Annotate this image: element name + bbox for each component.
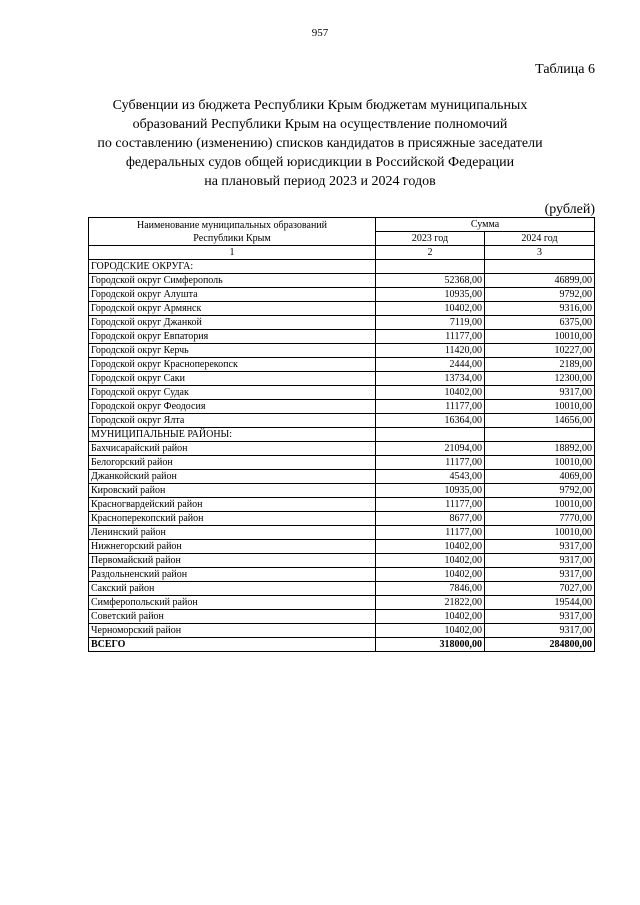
row-value-cell-2024: 10010,00 bbox=[485, 526, 595, 540]
row-value-cell-2023: 21822,00 bbox=[376, 596, 485, 610]
section-title: МУНИЦИПАЛЬНЫЕ РАЙОНЫ: bbox=[89, 428, 376, 442]
row-name-cell: ВСЕГО bbox=[89, 638, 376, 652]
row-value-cell-2023: 2444,00 bbox=[376, 358, 485, 372]
row-name-cell: Городской округ Армянск bbox=[89, 302, 376, 316]
table-row bbox=[89, 554, 595, 568]
table-row bbox=[89, 582, 595, 596]
row-name-cell: Городской округ Симферополь bbox=[89, 274, 376, 288]
table-row bbox=[89, 498, 595, 512]
row-value-cell-2023: 7119,00 bbox=[376, 316, 485, 330]
table-row bbox=[89, 442, 595, 456]
row-value-cell-2023: 10402,00 bbox=[376, 610, 485, 624]
row-value-cell-2023: 10402,00 bbox=[376, 386, 485, 400]
row-value-cell-2024: 9317,00 bbox=[485, 568, 595, 582]
table-label: Таблица 6 bbox=[535, 62, 595, 77]
row-value-cell-2024: 10010,00 bbox=[485, 400, 595, 414]
title-line: федеральных судов общей юрисдикции в Российской Федерации bbox=[125, 155, 515, 170]
row-value-cell-2024: 7027,00 bbox=[485, 582, 595, 596]
row-value-cell-2024: 2189,00 bbox=[485, 358, 595, 372]
table-row bbox=[89, 512, 595, 526]
table-row bbox=[89, 288, 595, 302]
row-name-cell: Красноперекопский район bbox=[89, 512, 376, 526]
table-row bbox=[89, 386, 595, 400]
row-name-cell: Бахчисарайский район bbox=[89, 442, 376, 456]
row-name-cell: Городской округ Судак bbox=[89, 386, 376, 400]
row-value-cell-2023: 10402,00 bbox=[376, 540, 485, 554]
header-name-line2: Республики Крым bbox=[193, 232, 271, 244]
row-name-cell: Кировский район bbox=[89, 484, 376, 498]
row-value-cell-2023: 16364,00 bbox=[376, 414, 485, 428]
header-column-number: 2 bbox=[376, 246, 485, 260]
row-value-cell-2023: 11177,00 bbox=[376, 330, 485, 344]
subsidy-table bbox=[88, 217, 595, 652]
table-row bbox=[89, 568, 595, 582]
table-body bbox=[89, 260, 595, 652]
row-value-cell-2024: 9317,00 bbox=[485, 610, 595, 624]
row-name-cell: Городской округ Евпатория bbox=[89, 330, 376, 344]
row-value-cell-2024: 19544,00 bbox=[485, 596, 595, 610]
table-row bbox=[89, 414, 595, 428]
row-value-cell-2024: 9792,00 bbox=[485, 484, 595, 498]
row-name-cell: Городской округ Алушта bbox=[89, 288, 376, 302]
table-row bbox=[89, 484, 595, 498]
row-name-cell: Джанкойский район bbox=[89, 470, 376, 484]
header-column-number: 3 bbox=[485, 246, 595, 260]
page-number: 957 bbox=[311, 27, 329, 39]
row-value-cell-2024: 4069,00 bbox=[485, 470, 595, 484]
table-row bbox=[89, 610, 595, 624]
row-value-cell-2023: 4543,00 bbox=[376, 470, 485, 484]
row-value-cell-2024: 46899,00 bbox=[485, 274, 595, 288]
table-row bbox=[89, 596, 595, 610]
row-name-cell: Нижнегорский район bbox=[89, 540, 376, 554]
table-row bbox=[89, 344, 595, 358]
row-value-cell-2023: 318000,00 bbox=[376, 638, 485, 652]
header-sum-column: Сумма bbox=[376, 218, 595, 232]
header-year-2024: 2024 год bbox=[485, 232, 595, 246]
row-value-cell-2023: 11177,00 bbox=[376, 456, 485, 470]
row-value-cell-2023: 11177,00 bbox=[376, 498, 485, 512]
row-name-cell: Сакский район bbox=[89, 582, 376, 596]
table-row bbox=[89, 470, 595, 484]
row-name-cell: Городской округ Ялта bbox=[89, 414, 376, 428]
row-value-cell-2024: 10010,00 bbox=[485, 330, 595, 344]
row-value-cell-2024: 10010,00 bbox=[485, 456, 595, 470]
table-row bbox=[89, 330, 595, 344]
row-value-cell-2024: 10010,00 bbox=[485, 498, 595, 512]
row-value-cell-2023: 8677,00 bbox=[376, 512, 485, 526]
document-title bbox=[70, 96, 570, 191]
row-value-cell-2024: 284800,00 bbox=[485, 638, 595, 652]
row-value-cell-2023: 10402,00 bbox=[376, 554, 485, 568]
row-value-cell-2023: 52368,00 bbox=[376, 274, 485, 288]
title-line: Субвенции из бюджета Республики Крым бюджетам муниципальных bbox=[112, 98, 528, 113]
row-value-cell-2023: 11177,00 bbox=[376, 400, 485, 414]
row-name-cell: Раздольненский район bbox=[89, 568, 376, 582]
row-value-cell-2023: 10402,00 bbox=[376, 624, 485, 638]
row-value-cell-2024: 9792,00 bbox=[485, 288, 595, 302]
table-row bbox=[89, 540, 595, 554]
row-value-cell-2023: 10935,00 bbox=[376, 484, 485, 498]
section-header-row bbox=[89, 260, 595, 274]
row-name-cell: Городской округ Саки bbox=[89, 372, 376, 386]
row-value-cell-2023: 11420,00 bbox=[376, 344, 485, 358]
header-column-number: 1 bbox=[89, 246, 376, 260]
row-value-cell-2024: 18892,00 bbox=[485, 442, 595, 456]
row-value-cell-2024: 10227,00 bbox=[485, 344, 595, 358]
row-value-cell-2023: 13734,00 bbox=[376, 372, 485, 386]
table-row bbox=[89, 274, 595, 288]
header-name-column bbox=[89, 218, 376, 246]
row-name-cell: Белогорский район bbox=[89, 456, 376, 470]
row-value-cell-2023: 7846,00 bbox=[376, 582, 485, 596]
row-name-cell: Ленинский район bbox=[89, 526, 376, 540]
table-row bbox=[89, 456, 595, 470]
header-year-2023: 2023 год bbox=[376, 232, 485, 246]
row-name-cell: Городской округ Керчь bbox=[89, 344, 376, 358]
row-value-cell-2023: 10402,00 bbox=[376, 302, 485, 316]
table-row bbox=[89, 302, 595, 316]
section-title: ГОРОДСКИЕ ОКРУГА: bbox=[89, 260, 376, 274]
row-value-cell-2023: 10402,00 bbox=[376, 568, 485, 582]
title-line: на плановый период 2023 и 2024 годов bbox=[204, 174, 436, 189]
table-row bbox=[89, 400, 595, 414]
table-row bbox=[89, 358, 595, 372]
row-value-cell-2024: 7770,00 bbox=[485, 512, 595, 526]
row-value-cell-2023: 21094,00 bbox=[376, 442, 485, 456]
row-value-cell-2024: 9316,00 bbox=[485, 302, 595, 316]
row-value-cell-2023: 10935,00 bbox=[376, 288, 485, 302]
table-row bbox=[89, 624, 595, 638]
table-row bbox=[89, 372, 595, 386]
row-name-cell: Первомайский район bbox=[89, 554, 376, 568]
title-line: по составлению (изменению) списков кандидатов в присяжные заседатели bbox=[97, 136, 543, 151]
row-name-cell: Симферопольский район bbox=[89, 596, 376, 610]
table-row bbox=[89, 316, 595, 330]
units-label: (рублей) bbox=[544, 202, 595, 217]
title-line: образований Республики Крым на осуществление полномочий bbox=[132, 117, 508, 132]
section-header-row bbox=[89, 428, 595, 442]
row-name-cell: Городской округ Джанкой bbox=[89, 316, 376, 330]
table-header bbox=[89, 218, 595, 260]
row-value-cell-2024: 12300,00 bbox=[485, 372, 595, 386]
row-name-cell: Городской округ Красноперекопск bbox=[89, 358, 376, 372]
row-value-cell-2024: 6375,00 bbox=[485, 316, 595, 330]
row-value-cell-2024: 9317,00 bbox=[485, 554, 595, 568]
table-row bbox=[89, 526, 595, 540]
row-value-cell-2024: 14656,00 bbox=[485, 414, 595, 428]
row-value-cell-2024: 9317,00 bbox=[485, 624, 595, 638]
row-name-cell: Красногвардейский район bbox=[89, 498, 376, 512]
row-value-cell-2024: 9317,00 bbox=[485, 386, 595, 400]
row-name-cell: Черноморский район bbox=[89, 624, 376, 638]
row-name-cell: Городской округ Феодосия bbox=[89, 400, 376, 414]
row-name-cell: Советский район bbox=[89, 610, 376, 624]
total-row bbox=[89, 638, 595, 652]
header-name-line1: Наименование муниципальных образований bbox=[136, 219, 328, 231]
row-value-cell-2024: 9317,00 bbox=[485, 540, 595, 554]
row-value-cell-2023: 11177,00 bbox=[376, 526, 485, 540]
